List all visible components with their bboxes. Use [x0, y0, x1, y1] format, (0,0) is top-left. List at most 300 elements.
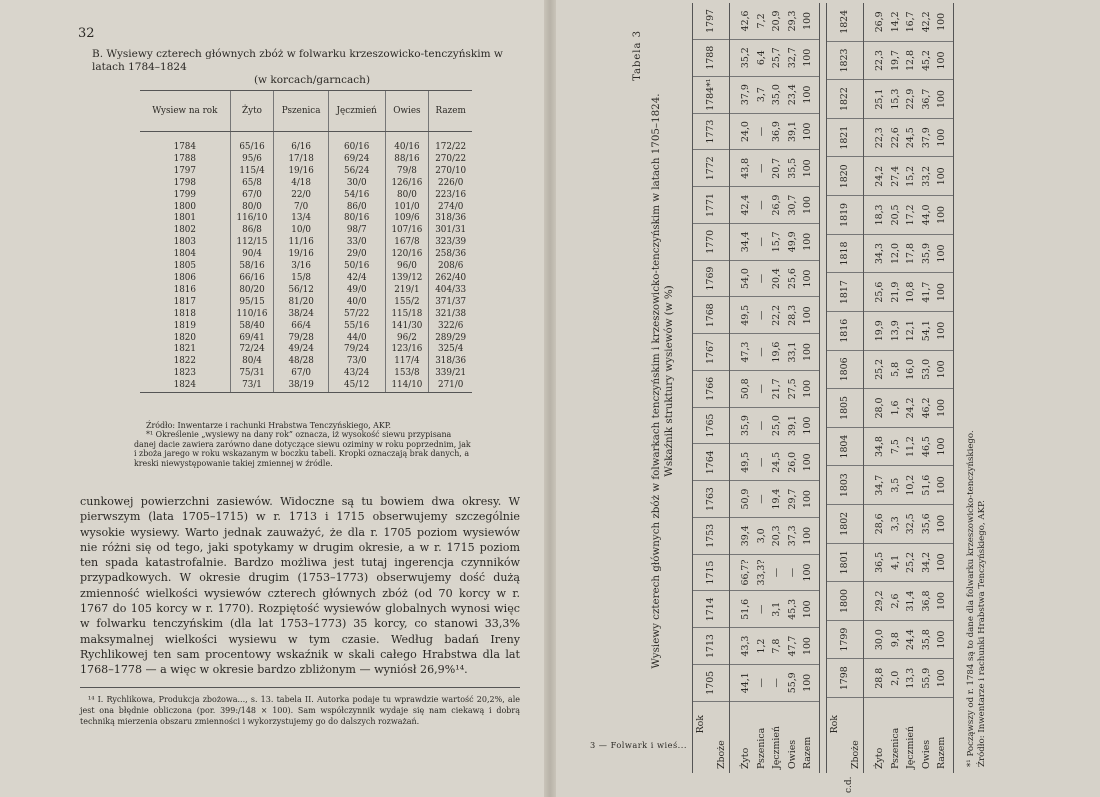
- book-gutter: [544, 0, 556, 797]
- table-cell: 100: [934, 196, 953, 235]
- row-label: Pszenica: [755, 727, 767, 769]
- table-cell: 25,1: [864, 80, 888, 119]
- table-cell: 100: [934, 504, 953, 543]
- row-year: 1805: [173, 261, 196, 272]
- row-year: 1818: [173, 308, 196, 319]
- table-cell: —: [754, 444, 770, 481]
- table-cell: 43,3: [730, 628, 754, 665]
- table-cell: 301/31: [429, 225, 472, 237]
- table-cell: 100: [800, 554, 819, 591]
- row-year: 1803: [173, 237, 196, 248]
- column-header: Żyto: [230, 91, 274, 132]
- table-cell: 112/15: [230, 237, 274, 249]
- table-cell: 100: [800, 370, 819, 407]
- table-cell: 42/4: [328, 273, 385, 285]
- year-header: 1806: [827, 350, 864, 389]
- table-cell: 48/28: [274, 356, 328, 368]
- table-cell: 23,4: [785, 76, 801, 113]
- table-cell: —: [754, 187, 770, 224]
- table-row: [140, 237, 472, 249]
- table-cell: 117/4: [385, 356, 429, 368]
- table-cell: 12,8: [903, 41, 919, 80]
- table-row: [140, 202, 472, 214]
- table-cell: 18,3: [864, 196, 888, 235]
- table-cell: 15,2: [903, 157, 919, 196]
- table-cell: 95/15: [230, 297, 274, 309]
- table-cell: 41,7: [919, 273, 935, 312]
- row-year: 1824: [140, 380, 230, 392]
- year-header: 1804: [827, 427, 864, 466]
- year-header: 1800: [827, 582, 864, 621]
- table-cell: 55,9: [785, 664, 801, 701]
- table-title: [92, 48, 532, 87]
- table-cell: 57/22: [328, 309, 385, 321]
- table-cell: 15,3: [888, 80, 904, 119]
- table-cell: 100: [800, 334, 819, 371]
- table-cell: 100: [800, 150, 819, 187]
- table-cell: 100: [934, 311, 953, 350]
- table-cell: 81/20: [274, 297, 328, 309]
- table-cell: 45/12: [328, 380, 385, 392]
- row-label: Żyto: [740, 747, 751, 769]
- table-cell: 38/19: [274, 380, 328, 392]
- table-cell: 6,4: [754, 39, 770, 76]
- table-cell: —: [754, 334, 770, 371]
- table-cell: 43,8: [730, 150, 754, 187]
- table-cell: 289/29: [429, 333, 472, 345]
- rotated-table-area: [558, 0, 1100, 797]
- table-cell: 50,9: [730, 481, 754, 518]
- table3-notes: [966, 430, 987, 767]
- table-cell: 56/12: [274, 285, 328, 297]
- table-cell: 30,0: [864, 620, 888, 659]
- year-header: 1802: [827, 504, 864, 543]
- table-cell: 139/12: [385, 273, 429, 285]
- table-cell: —: [754, 591, 770, 628]
- table-cell: 3,1: [769, 591, 785, 628]
- table-cell: 219/1: [385, 285, 429, 297]
- table-cell: 258/36: [429, 249, 472, 261]
- table-cell: 34,2: [919, 543, 935, 582]
- table-cell: 100: [934, 620, 953, 659]
- table-cell: —: [754, 664, 770, 701]
- table-cell: 100: [800, 297, 819, 334]
- table-cell: 34,4: [730, 223, 754, 260]
- table-row: [730, 3, 754, 773]
- table-cell: —: [769, 554, 785, 591]
- table-cell: 20,3: [769, 517, 785, 554]
- table-cell: 15,7: [769, 223, 785, 260]
- table-cell: 14,2: [888, 3, 904, 41]
- row-label: Pszenica: [889, 727, 901, 769]
- table-cell: 35,9: [919, 234, 935, 273]
- table-row: [769, 3, 785, 773]
- table-cell: 55/16: [328, 321, 385, 333]
- table-cell: 39,1: [785, 113, 801, 150]
- table-row: [140, 285, 472, 297]
- row-label: Razem: [800, 701, 819, 773]
- sowing-table-body: [140, 132, 472, 393]
- table-row: [140, 190, 472, 202]
- table-cell: 100: [800, 444, 819, 481]
- table-cell: 4/18: [274, 178, 328, 190]
- year-header: 1788: [693, 39, 730, 76]
- table-row: [140, 356, 472, 368]
- table-row: [140, 368, 472, 380]
- table-cell: 29,3: [785, 3, 801, 39]
- table-cell: 25,2: [903, 543, 919, 582]
- column-header: Wysiew na rok: [140, 91, 230, 132]
- row-year: 1822: [173, 356, 196, 367]
- table-cell: 100: [800, 407, 819, 444]
- table-cell: 3,5: [888, 466, 904, 505]
- table-cell: —: [769, 664, 785, 701]
- table-cell: 3,0: [754, 517, 770, 554]
- table-cell: 37,9: [730, 76, 754, 113]
- table-cell: 56/24: [328, 166, 385, 178]
- table-cell: 60/16: [328, 132, 385, 154]
- table-cell: 115/18: [385, 309, 429, 321]
- body-paragraph: cunkowej powierzchni zasiewów. Widoczne są tu bowiem dwa okresy. W pierwszym (lata 1705–1715) w r. 1713 i 1715 obserwujemy szczególnie wysokie wysiewy. Warto jednak zauważyć, że dla r. 1705 poziom wysiewów nie różni się od tego, jaki spotykamy w drugim okresie, a w r. 1715 poziom ten spada katastrofalnie. Bardzo możliwa jest tutaj ingerencja czynników przypadkowych. W okresie drugim (1753–1773) obserwujemy dość dużą zmienność wielkości wysiewów czterech głównych zbóż (od 70 korcy w r. 1767 do 105 korcy w r. 1770). Rozpiętość wysiewów globalnych wynosi więc w folwarku tenczyńskim (dla lat 1753–1773) 35 korcy, co stanowi 33,3% maksymalnej wielkości wysiewu w tym czasie. Według badań Ireny Rychlikowej ten sam procentowy wskaźnik w skali całego Hrabstwa dla lat 1768–1778 — a więc w okresie bardzo zbliżonym — wyniósł 26,9%¹⁴.: [80, 495, 520, 677]
- table-cell: 19,6: [769, 334, 785, 371]
- table-cell: 80/16: [328, 213, 385, 225]
- table-cell: 28,0: [864, 389, 888, 428]
- table-cell: 34,3: [864, 234, 888, 273]
- table-cell: 80/20: [230, 285, 274, 297]
- table-cell: 5,8: [888, 350, 904, 389]
- table-cell: 120/16: [385, 249, 429, 261]
- year-header: 1819: [827, 196, 864, 235]
- table-cell: 24,2: [903, 389, 919, 428]
- table3-note-source: Źródło: Inwentarze i rachunki Hrabstwa Tenczyńskiego, AKP.: [976, 500, 987, 767]
- table-cell: 65/8: [230, 178, 274, 190]
- year-header: 1801: [827, 543, 864, 582]
- table-cell: 116/10: [230, 213, 274, 225]
- year-header: 1798: [827, 659, 864, 698]
- table-cell: 325/4: [429, 344, 472, 356]
- year-header: 1803: [827, 466, 864, 505]
- table-cell: 33,2: [919, 157, 935, 196]
- table-cell: 4,1: [888, 543, 904, 582]
- table3-title: [650, 31, 676, 731]
- table-cell: 100: [934, 659, 953, 698]
- table-row: [140, 333, 472, 345]
- table-cell: 22,2: [769, 297, 785, 334]
- table-footnote: *¹ Określenie „wysiewy na dany rok” oznacza, iż wysokość siewu przypisana danej dacie zawiera zarówno dane dotyczące siewu oziminy w roku poprzednim, jak i zboża jarego w roku wskazanym w boczku tabeli. Kropki oznaczają brak danych, a kreski niewystępowanie takiej zmiennej w źródle.: [134, 430, 471, 468]
- table-cell: —: [785, 554, 801, 591]
- table-row: [754, 3, 770, 773]
- header-corner: [827, 698, 864, 773]
- table-cell: 20,7: [769, 150, 785, 187]
- year-header: 1816: [827, 311, 864, 350]
- table-cell: 10/0: [274, 225, 328, 237]
- table-row: [140, 309, 472, 321]
- year-header: 1824: [827, 3, 864, 41]
- table-cell: 29,2: [864, 582, 888, 621]
- table-cell: 73/0: [328, 356, 385, 368]
- table-cell: 54,1: [919, 311, 935, 350]
- year-header: 1764: [693, 444, 730, 481]
- table-cell: 100: [800, 517, 819, 554]
- table-cell: 100: [934, 157, 953, 196]
- table-cell: 20,4: [769, 260, 785, 297]
- table-cell: 3,3: [888, 504, 904, 543]
- table-cell: 100: [800, 113, 819, 150]
- table-cell: 88/16: [385, 154, 429, 166]
- column-header: Razem: [429, 91, 472, 132]
- table-cell: 7,8: [769, 628, 785, 665]
- table-cell: 36,5: [864, 543, 888, 582]
- table-cell: 3/16: [274, 261, 328, 273]
- table-row: [934, 3, 953, 773]
- table-cell: 100: [800, 260, 819, 297]
- table-cell: 33,3?: [754, 554, 770, 591]
- table-cell: 39,1: [785, 407, 801, 444]
- table-cell: 67/0: [274, 368, 328, 380]
- table-cell: 28,8: [864, 659, 888, 698]
- table-cell: 100: [934, 582, 953, 621]
- table3-title-line1: Wysiewy czterech głównych zbóż w folwarkach tenczyńskim i krzeszowicko-tenczyńskim w latach 1705–1824.: [650, 93, 662, 669]
- table-cell: 100: [800, 187, 819, 224]
- row-year: 1820: [173, 332, 196, 343]
- table-cell: 51,6: [919, 466, 935, 505]
- table-row: [140, 261, 472, 273]
- table-cell: 100: [934, 389, 953, 428]
- table-row: [140, 225, 472, 237]
- table3-title-line2: Wskaźnik struktury wysiewów (w %): [663, 285, 675, 477]
- table-row: [864, 3, 888, 773]
- year-header: 1763: [693, 481, 730, 518]
- footnote-14-text: ¹⁴ I. Rychlikowa, Produkcja zbożowa..., s. 13. tabela II. Autorka podaje tu wprawdzie wartość 20,2%, ale jest ona błędnie obliczona (por. 399:/148 × 100). Sam współczynnik wydaje się nam ciekawą i dobrą techniką mierzenia obszaru zmienności i wykorzystujemy go do dalszych rozważań.: [80, 695, 520, 726]
- table-cell: 21,9: [888, 273, 904, 312]
- row-year: 1806: [173, 272, 196, 283]
- table-cell: 33,1: [785, 334, 801, 371]
- table-cell: 36,8: [919, 582, 935, 621]
- table-cell: 35,0: [769, 76, 785, 113]
- table-cell: 100: [800, 481, 819, 518]
- table-cell: 109/6: [385, 213, 429, 225]
- table-row: [919, 3, 935, 773]
- table-cell: 40/0: [328, 297, 385, 309]
- table-cell: 270/10: [429, 166, 472, 178]
- row-label: Owies: [920, 739, 932, 769]
- table-row: [888, 3, 904, 773]
- year-header: 1770: [693, 223, 730, 260]
- table-cell: 7,5: [888, 427, 904, 466]
- left-page: [0, 0, 548, 797]
- table-cell: 79/24: [328, 344, 385, 356]
- table-cell: 16,7: [903, 3, 919, 41]
- table-cell: 24,4: [903, 620, 919, 659]
- row-label: Żyto: [874, 747, 885, 769]
- table-cell: 19,9: [864, 311, 888, 350]
- row-year: 1801: [173, 213, 196, 224]
- table-cell: 29,7: [785, 481, 801, 518]
- row-year: 1802: [173, 225, 196, 236]
- column-header: Owies: [385, 91, 429, 132]
- table-cell: 66/16: [230, 273, 274, 285]
- table-cell: 100: [800, 76, 819, 113]
- header-corner: [693, 701, 730, 773]
- table-cell: 13/4: [274, 213, 328, 225]
- year-header: 1799: [827, 620, 864, 659]
- rok-label: Rok: [695, 715, 706, 734]
- table-cell: 141/30: [385, 321, 429, 333]
- table-cell: 17,8: [903, 234, 919, 273]
- table-cell: 19/16: [274, 249, 328, 261]
- table-cell: 223/16: [429, 190, 472, 202]
- table-cell: 101/0: [385, 202, 429, 214]
- table-cell: 20,5: [888, 196, 904, 235]
- table-cell: 69/24: [328, 154, 385, 166]
- table-cell: 39,4: [730, 517, 754, 554]
- table-cell: —: [754, 223, 770, 260]
- table-cell: 100: [934, 350, 953, 389]
- table-cell: 51,6: [730, 591, 754, 628]
- table-cell: —: [754, 297, 770, 334]
- table-cell: 25,2: [864, 350, 888, 389]
- table-cell: 25,6: [864, 273, 888, 312]
- year-header: 1766: [693, 370, 730, 407]
- table-cell: 26,9: [864, 3, 888, 41]
- table-cell: 42,2: [919, 3, 935, 41]
- table-cell: 30/0: [328, 178, 385, 190]
- table-cell: 13,3: [903, 659, 919, 698]
- table-cell: 12,1: [903, 311, 919, 350]
- table-cell: 28,3: [785, 297, 801, 334]
- table-cell: 73/1: [230, 380, 274, 392]
- table-cell: 24,5: [769, 444, 785, 481]
- table-cell: 12,0: [888, 234, 904, 273]
- year-header: 1771: [693, 187, 730, 224]
- table-cell: 1,2: [754, 628, 770, 665]
- table-cell: 21,7: [769, 370, 785, 407]
- table-cell: —: [754, 407, 770, 444]
- table-row: [140, 249, 472, 261]
- table-cell: 115/4: [230, 166, 274, 178]
- table-cell: —: [754, 481, 770, 518]
- table-cell: 371/37: [429, 297, 472, 309]
- table-cell: 75/31: [230, 368, 274, 380]
- table-cell: 100: [934, 234, 953, 273]
- table-cell: 271/0: [429, 380, 472, 392]
- table-cell: 321/38: [429, 309, 472, 321]
- table-cell: 79/8: [385, 166, 429, 178]
- footnote-14: [80, 687, 520, 727]
- table-cell: 98/7: [328, 225, 385, 237]
- table-cell: 29/0: [328, 249, 385, 261]
- table-cell: —: [754, 260, 770, 297]
- table-cell: 42,6: [730, 3, 754, 39]
- row-year: 1797: [173, 165, 196, 176]
- table-row: [140, 213, 472, 225]
- table-cell: 54,0: [730, 260, 754, 297]
- table-cell: 37,9: [919, 118, 935, 157]
- table-cell: 107/16: [385, 225, 429, 237]
- table-cell: 45,3: [785, 591, 801, 628]
- table-cell: 45,2: [919, 41, 935, 80]
- table-cell: 10,2: [903, 466, 919, 505]
- table-cell: 80/0: [385, 190, 429, 202]
- table-cell: 58/16: [230, 261, 274, 273]
- table-cell: 36,7: [919, 80, 935, 119]
- table-cell: 155/2: [385, 297, 429, 309]
- table-cell: 10,8: [903, 273, 919, 312]
- table-cell: 49/24: [274, 344, 328, 356]
- sowing-table-header: [140, 91, 472, 132]
- table-cell: 339/21: [429, 368, 472, 380]
- table-cell: 26,0: [785, 444, 801, 481]
- column-header: Jęczmień: [328, 91, 385, 132]
- table-cell: 172/22: [429, 132, 472, 154]
- table-cell: 33/0: [328, 237, 385, 249]
- table-source: Źródło: Inwentarze i rachunki Hrabstwa Tenczyńskiego, AKP.: [146, 421, 391, 430]
- table-cell: 44,1: [730, 664, 754, 701]
- table-cell: 274/0: [429, 202, 472, 214]
- table-cell: 42,4: [730, 187, 754, 224]
- table-cell: 6/16: [274, 132, 328, 154]
- table-cell: 100: [934, 466, 953, 505]
- table-cell: 95/6: [230, 154, 274, 166]
- table-cell: 22,3: [864, 118, 888, 157]
- year-header: 1823: [827, 41, 864, 80]
- table-cell: 27,5: [785, 370, 801, 407]
- table-cell: 96/0: [385, 261, 429, 273]
- table-cell: 65/16: [230, 132, 274, 154]
- table-cell: 208/6: [429, 261, 472, 273]
- row-year: 1823: [173, 368, 196, 379]
- year-header-row: [693, 3, 730, 773]
- row-year: 1784: [173, 142, 196, 152]
- table-cell: 404/33: [429, 285, 472, 297]
- table-cell: 46,5: [919, 427, 935, 466]
- table-cell: —: [754, 113, 770, 150]
- table-cell: 19,7: [888, 41, 904, 80]
- year-header: 1767: [693, 334, 730, 371]
- table-cell: 7/0: [274, 202, 328, 214]
- table-cell: 153/8: [385, 368, 429, 380]
- table-cell: 100: [934, 80, 953, 119]
- table-cell: 19,4: [769, 481, 785, 518]
- table-row: [785, 3, 801, 773]
- table-cell: 34,7: [864, 466, 888, 505]
- table-cell: 67/0: [230, 190, 274, 202]
- table-cell: 35,6: [919, 504, 935, 543]
- row-year: 1804: [173, 249, 196, 260]
- row-year: 1819: [173, 320, 196, 331]
- table-label: Tabela 3: [632, 30, 643, 81]
- table-cell: 50,8: [730, 370, 754, 407]
- structure-table-part2: [826, 3, 954, 773]
- table-cell: 11,2: [903, 427, 919, 466]
- year-header: 1820: [827, 157, 864, 196]
- page-footer: 3 — Folwark i wieś...: [590, 740, 687, 750]
- sowing-table: [140, 90, 472, 393]
- table-cell: 1,6: [888, 389, 904, 428]
- year-header: 1765: [693, 407, 730, 444]
- table-cell: 44/0: [328, 333, 385, 345]
- table-cell: 35,8: [919, 620, 935, 659]
- table-cell: 25,7: [769, 39, 785, 76]
- table-cell: 100: [800, 223, 819, 260]
- table-cell: 32,7: [785, 39, 801, 76]
- table-cell: 47,3: [730, 334, 754, 371]
- table-cell: 270/22: [429, 154, 472, 166]
- table-cell: 80/0: [230, 202, 274, 214]
- row-label: Jęczmień: [771, 726, 783, 769]
- table-cell: 72/24: [230, 344, 274, 356]
- corner-labels: [827, 709, 863, 773]
